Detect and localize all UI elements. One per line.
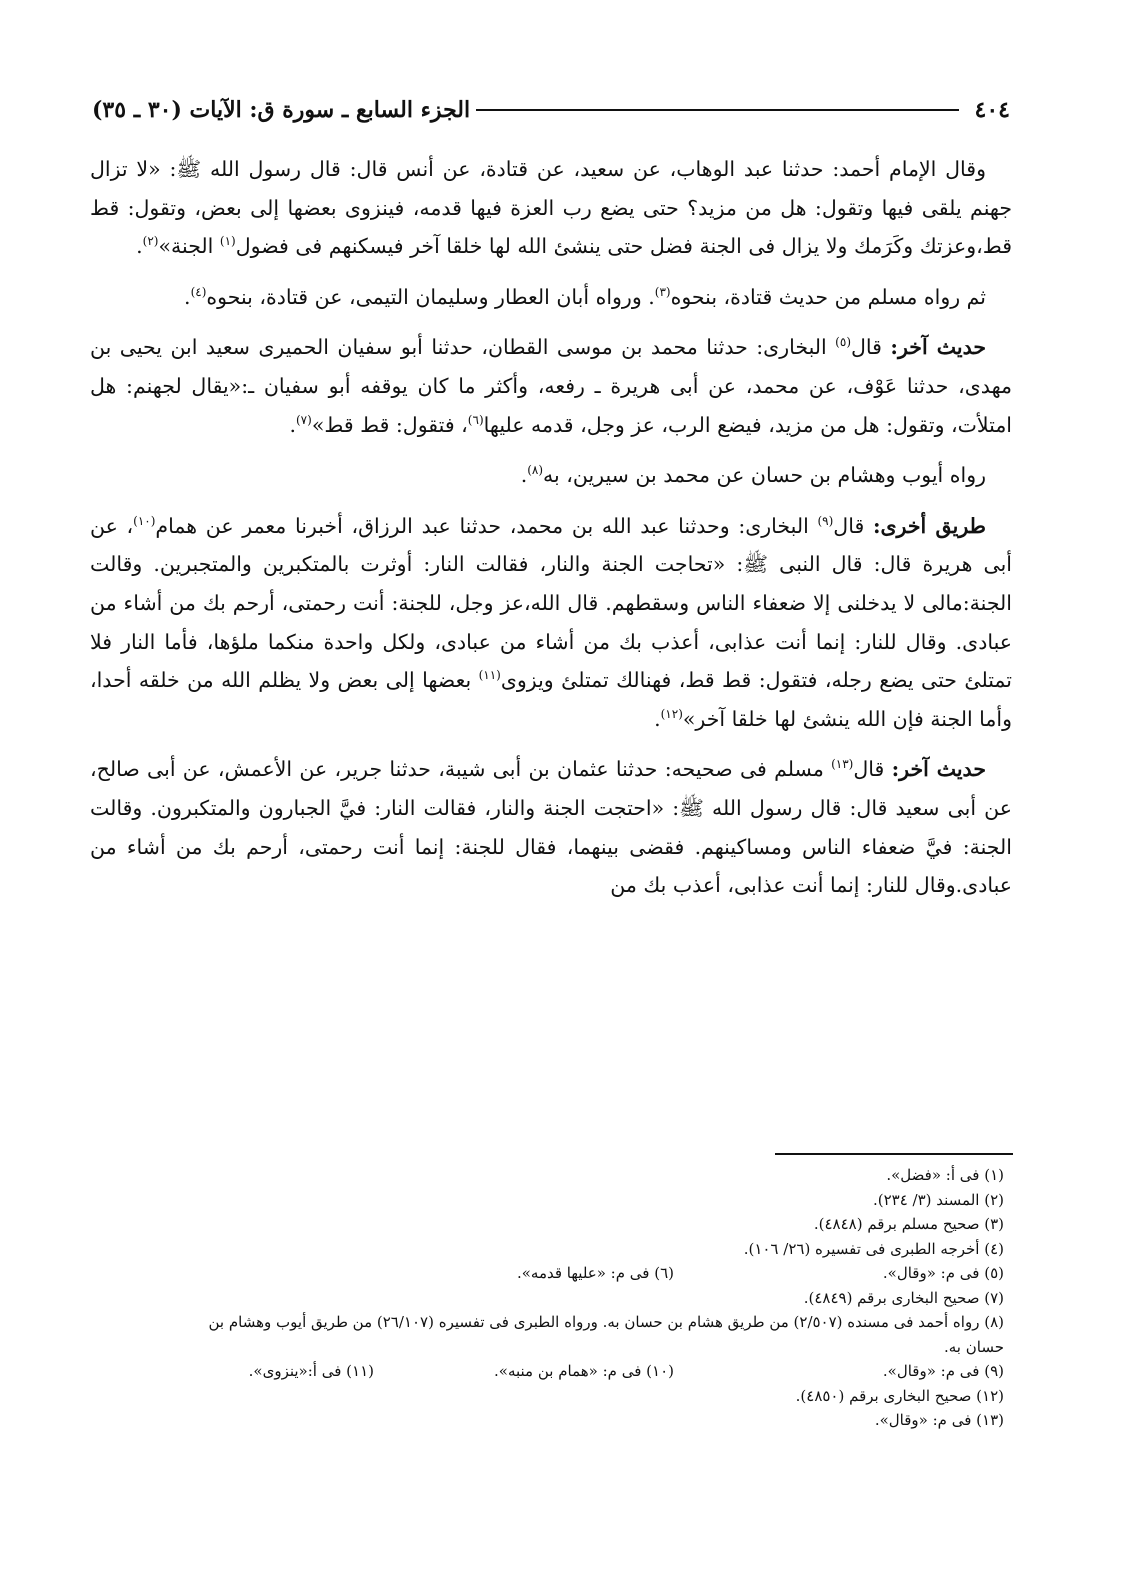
footnote-9: (٩) فى م: «وقال». (882, 1362, 1004, 1380)
footnote-marker: (٩) (817, 513, 834, 528)
footnote-8: (٨) رواه أحمد فى مسنده (٢/٥٠٧) من طريق هشام بن حسان به. ورواه الطبرى فى تفسيره (٢٦/١٠٧) من طريق أيوب وهشام بن (208, 1313, 1004, 1331)
paragraph (90, 456, 1012, 495)
footnote-13: (١٣) فى م: «وقال». (874, 1411, 1004, 1429)
section-heading: حديث آخر: (891, 757, 986, 782)
footnote-marker: (٧) (295, 412, 312, 427)
footnote-separator (775, 1153, 1013, 1155)
text-run: مسلم فى صحيحه: حدثنا عثمان بن أبى شيبة، حدثنا جرير، عن الأعمش، عن أبى صالح، عن أبى سعيد قال: قال رسول الله ﷺ: «احتجت الجنة والنار، فقالت النار: فيَّ الجبارون والمتكبرون. وقالت الجنة: فيَّ ضعفاء الناس ومساكينهم. فقضى بينهما، فقال للجنة: إنما أنت رحمتى، أرحم بك من أشاء من عبادى.وقال للنار: إنما أنت عذابى، أعذب بك من (90, 757, 1012, 898)
footnote-6: (٦) فى م: «عليها قدمه». (516, 1264, 674, 1282)
footnote-marker: (١) (219, 234, 236, 249)
footnote-3: (٣) صحيح مسلم برقم (٤٨٤٨). (813, 1215, 1004, 1233)
text-run: وقال الإمام أحمد: حدثنا عبد الوهاب، عن سعيد، عن قتادة، عن أنس قال: قال رسول الله ﷺ: «لا تزال جهنم يلقى فيها وتقول: هل من مزيد؟ حتى يضع رب العزة فيها قدمه، فينزوى بعضها إلى بعض، وتقول: قط قط،وعزتك وكَرَمك ولا يزال فى الجنة فضل حتى ينشئ الله لها خلقا آخر فيسكنهم فى فضول (90, 157, 1012, 259)
text-run: ثم رواه مسلم من حديث قتادة، بنحوه (670, 284, 986, 309)
text-run: ، فتقول: قط قط» (311, 412, 468, 437)
footnotes (90, 1163, 1004, 1433)
paragraph (90, 750, 1012, 904)
footnote-7: (٧) صحيح البخارى برقم (٤٨٤٩). (803, 1288, 1004, 1307)
text-run: . ورواه أبان العطار وسليمان التيمى، عن قتادة، بنحوه (206, 284, 655, 309)
paragraph (90, 278, 1012, 317)
footnote-row-5-6 (90, 1261, 1004, 1286)
footnote-11: (١١) فى أ:«ينزوى». (248, 1362, 374, 1380)
text-run: . (520, 463, 528, 488)
text-run: بعضها إلى بعض ولا يظلم الله من خلقه أحدا، وأما الجنة فإن الله ينشئ لها خلقا آخر» (90, 668, 1012, 731)
page-number: ٤٠٤ (974, 97, 1010, 123)
text-run: قال (851, 335, 891, 360)
text-run: الجنة» (158, 234, 220, 259)
header-rule (476, 109, 958, 111)
footnote-10: (١٠) فى م: «همام بن منبه». (494, 1362, 674, 1380)
paragraph (90, 150, 1012, 266)
section-heading: طريق أخرى: (872, 513, 986, 538)
footnote-8-continued: حسان به. (944, 1337, 1004, 1356)
text-run: رواه أيوب وهشام بن حسان عن محمد بن سيرين، به (543, 463, 986, 488)
footnote-2: (٢) المسند (٣/ ٢٣٤). (872, 1190, 1004, 1209)
text-run: قال (833, 513, 873, 538)
text-run: البخارى: وحدثنا عبد الله بن محمد، حدثنا عبد الرزاق، أخبرنا معمر عن همام (155, 513, 818, 538)
main-text (90, 150, 1012, 917)
footnote-marker: (٥) (835, 335, 851, 350)
text-run: . (654, 706, 661, 731)
footnote-marker: (١٢) (660, 706, 683, 721)
footnote-1: (١) فى أ: «فضل». (886, 1166, 1004, 1184)
footnote-row-9-11 (90, 1359, 1004, 1384)
footnote-5: (٥) فى م: «وقال». (882, 1264, 1004, 1282)
running-header (92, 92, 1010, 128)
footnote-marker: (١٣) (831, 757, 854, 772)
footnote-12: (١٢) صحيح البخارى برقم (٤٨٥٠). (795, 1386, 1004, 1405)
footnote-4: (٤) أخرجه الطبرى فى تفسيره (٢٦/ ١٠٦). (743, 1239, 1004, 1258)
text-run: . (184, 284, 191, 309)
footnote-marker: (١١) (478, 668, 501, 683)
header-title: الجزء السابع ـ سورة ق: الآيات (٣٠ ـ ٣٥) (92, 97, 471, 123)
footnote-marker: (١٠) (133, 513, 156, 528)
footnote-marker: (٨) (527, 463, 544, 478)
footnote-marker: (٣) (654, 284, 671, 299)
text-run: . (136, 234, 143, 259)
text-run: ، عن أبى هريرة قال: قال النبى ﷺ: «تحاجت الجنة والنار، فقالت النار: أوثرت بالمتكبرين والمتجبرين. وقالت الجنة:مالى لا يدخلنى إلا ضعفاء الناس وسقطهم. قال الله،عز وجل، للجنة: أنت رحمتى، أرحم بك من أشاء من عبادى. وقال للنار: إنما أنت عذابى، أعذب بك من أشاء من عبادى، ولكل واحدة منكما ملؤها، فأما النار فلا تمتلئ حتى يضع رجله، فتقول: قط قط، فهنالك تمتلئ ويزوى (90, 513, 1012, 693)
paragraph (90, 507, 1012, 739)
footnote-marker: (٦) (467, 412, 484, 427)
text-run: . (289, 412, 296, 437)
footnote-marker: (٤) (190, 284, 207, 299)
text-run: قال (853, 757, 892, 782)
section-heading: حديث آخر: (890, 335, 986, 360)
footnote-marker: (٢) (142, 234, 159, 249)
paragraph (90, 328, 1012, 444)
text-run: البخارى: حدثنا محمد بن موسى القطان، حدثنا أبو سفيان الحميرى سعيد ابن يحيى بن مهدى، حدثنا عَوْف، عن محمد، عن أبى هريرة ـ رفعه، وأكثر ما كان يوقفه أبو سفيان ـ:«يقال لجهنم: هل امتلأت، وتقول: هل من مزيد، فيضع الرب، عز وجل، قدمه عليها (90, 335, 1012, 437)
